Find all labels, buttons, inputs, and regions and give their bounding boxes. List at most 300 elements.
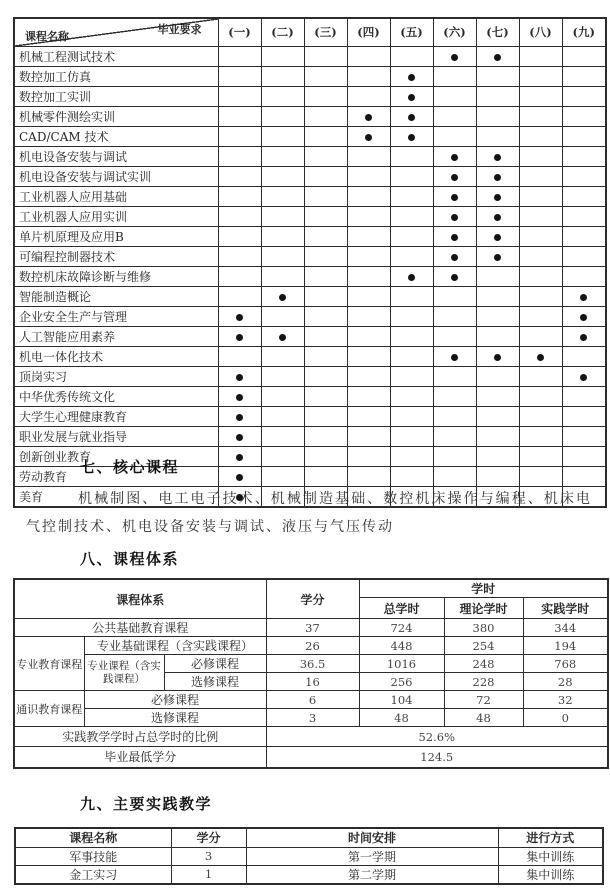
requirement-cell bbox=[304, 246, 347, 266]
requirement-cell bbox=[261, 406, 304, 426]
requirement-cell bbox=[304, 186, 347, 206]
requirement-cell bbox=[218, 386, 261, 406]
t9-header-credits: 学分 bbox=[171, 828, 246, 847]
requirement-cell bbox=[218, 126, 261, 146]
dot-icon bbox=[236, 474, 243, 481]
matrix-course-row bbox=[14, 106, 606, 126]
requirement-cell bbox=[476, 226, 519, 246]
requirement-cell bbox=[261, 286, 304, 306]
t8-general-required-total: 104 bbox=[359, 691, 444, 709]
requirement-cell bbox=[562, 126, 606, 146]
requirement-cell bbox=[261, 146, 304, 166]
requirement-cell bbox=[562, 366, 606, 386]
requirement-cell bbox=[433, 326, 476, 346]
dot-icon bbox=[494, 154, 501, 161]
t8-general-required-theory: 72 bbox=[444, 691, 523, 709]
t8-major-basic-credits: 26 bbox=[266, 637, 359, 655]
t8-public-theory: 380 bbox=[444, 619, 523, 637]
course-name-cell: 中华优秀传统文化 bbox=[14, 386, 218, 406]
matrix-course-row bbox=[14, 266, 606, 286]
dot-icon bbox=[236, 434, 243, 441]
t8-public-credits: 37 bbox=[266, 619, 359, 637]
requirement-cell bbox=[519, 206, 562, 226]
dot-icon bbox=[236, 454, 243, 461]
requirement-cell bbox=[261, 126, 304, 146]
requirement-cell bbox=[519, 106, 562, 126]
requirement-cell bbox=[347, 186, 390, 206]
t8-major-required-credits: 36.5 bbox=[266, 655, 359, 673]
requirement-cell bbox=[218, 266, 261, 286]
matrix-col-1: (一) bbox=[218, 18, 261, 46]
requirement-cell bbox=[562, 346, 606, 366]
course-name-cell: 顶岗实习 bbox=[14, 366, 218, 386]
requirement-cell bbox=[304, 346, 347, 366]
core-courses-paragraph: 机械制图、电工电子技术、机械制造基础、数控机床操作与编程、机床电气控制技术、机电设备安装与调试、液压与气压传动 bbox=[26, 491, 592, 535]
corner-label-graduation-requirements: 毕业要求 bbox=[157, 23, 202, 36]
course-name-cell: 企业安全生产与管理 bbox=[14, 306, 218, 326]
t8-general-required-credits: 6 bbox=[266, 691, 359, 709]
requirement-cell bbox=[476, 326, 519, 346]
matrix-col-3: (三) bbox=[304, 18, 347, 46]
requirement-cell bbox=[218, 46, 261, 66]
requirement-cell bbox=[390, 366, 433, 386]
t8-major-elective-label: 选修课程 bbox=[164, 673, 266, 691]
requirement-cell bbox=[261, 306, 304, 326]
matrix-course-row bbox=[14, 146, 606, 166]
dot-icon bbox=[580, 314, 587, 321]
requirement-cell bbox=[218, 426, 261, 446]
matrix-course-row bbox=[14, 366, 606, 386]
requirement-cell bbox=[261, 466, 304, 486]
requirement-cell bbox=[562, 426, 606, 446]
requirement-cell bbox=[304, 226, 347, 246]
dot-icon bbox=[279, 294, 286, 301]
dot-icon bbox=[408, 274, 415, 281]
requirement-cell bbox=[476, 146, 519, 166]
matrix-course-row bbox=[14, 246, 606, 266]
t8-major-course-label: 专业课程（含实践课程） bbox=[84, 655, 164, 691]
requirement-cell bbox=[476, 366, 519, 386]
t8-major-basic-practice: 194 bbox=[523, 637, 608, 655]
t9-metalwork-method: 集中训练 bbox=[498, 865, 603, 884]
t8-row-practice-ratio bbox=[14, 727, 608, 747]
t8-header-practice-hours: 实践学时 bbox=[523, 598, 608, 619]
requirement-cell bbox=[218, 146, 261, 166]
requirement-cell bbox=[390, 86, 433, 106]
t9-header-method: 进行方式 bbox=[498, 828, 603, 847]
requirement-cell bbox=[218, 306, 261, 326]
dot-icon bbox=[494, 354, 501, 361]
requirement-cell bbox=[562, 106, 606, 126]
requirement-cell bbox=[562, 306, 606, 326]
requirement-cell bbox=[390, 166, 433, 186]
dot-icon bbox=[494, 234, 501, 241]
requirement-cell bbox=[476, 186, 519, 206]
practical-teaching-table bbox=[14, 827, 604, 885]
requirement-cell bbox=[476, 46, 519, 66]
t8-row-general-elective bbox=[14, 709, 608, 727]
matrix-col-5: (五) bbox=[390, 18, 433, 46]
t8-major-elective-practice: 28 bbox=[523, 673, 608, 691]
requirement-cell bbox=[261, 326, 304, 346]
requirement-cell bbox=[218, 446, 261, 466]
dot-icon bbox=[580, 334, 587, 341]
requirement-cell bbox=[218, 406, 261, 426]
requirement-cell bbox=[218, 106, 261, 126]
t9-military-method: 集中训练 bbox=[498, 847, 603, 865]
requirement-cell bbox=[304, 466, 347, 486]
dot-icon bbox=[494, 214, 501, 221]
requirement-cell bbox=[433, 166, 476, 186]
requirement-cell bbox=[347, 366, 390, 386]
requirement-cell bbox=[476, 66, 519, 86]
course-system-table bbox=[13, 578, 609, 769]
dot-icon bbox=[494, 194, 501, 201]
requirement-cell bbox=[304, 86, 347, 106]
requirement-cell bbox=[433, 446, 476, 466]
requirement-cell bbox=[347, 46, 390, 66]
requirement-cell bbox=[433, 406, 476, 426]
requirement-cell bbox=[433, 386, 476, 406]
requirement-cell bbox=[562, 386, 606, 406]
t8-min-credits-label: 毕业最低学分 bbox=[14, 747, 266, 768]
requirement-cell bbox=[562, 286, 606, 306]
t8-major-elective-credits: 16 bbox=[266, 673, 359, 691]
t8-general-elective-label: 选修课程 bbox=[84, 709, 266, 727]
section9-heading: 九、主要实践教学 bbox=[80, 796, 213, 813]
requirement-cell bbox=[218, 166, 261, 186]
requirement-cell bbox=[433, 266, 476, 286]
dot-icon bbox=[451, 194, 458, 201]
course-name-cell: 大学生心理健康教育 bbox=[14, 406, 218, 426]
requirement-cell bbox=[476, 126, 519, 146]
requirement-cell bbox=[519, 226, 562, 246]
corner-label-course-name: 课程名称 bbox=[25, 29, 69, 43]
requirement-cell bbox=[261, 246, 304, 266]
requirement-cell bbox=[304, 146, 347, 166]
t8-header-credits: 学分 bbox=[266, 579, 359, 619]
requirement-cell bbox=[304, 166, 347, 186]
requirement-cell bbox=[261, 366, 304, 386]
course-name-cell: 数控机床故障诊断与维修 bbox=[14, 266, 218, 286]
t8-general-elective-theory: 48 bbox=[444, 709, 523, 727]
t9-row-military bbox=[15, 847, 603, 865]
requirement-cell bbox=[433, 286, 476, 306]
t8-public-total: 724 bbox=[359, 619, 444, 637]
t8-general-elective-practice: 0 bbox=[523, 709, 608, 727]
dot-icon bbox=[365, 134, 372, 141]
dot-icon bbox=[451, 234, 458, 241]
course-name-cell: 人工智能应用素养 bbox=[14, 326, 218, 346]
requirement-cell bbox=[476, 346, 519, 366]
matrix-col-8: (八) bbox=[519, 18, 562, 46]
requirement-cell bbox=[218, 66, 261, 86]
requirement-cell bbox=[519, 326, 562, 346]
requirement-cell bbox=[347, 106, 390, 126]
t8-general-category: 通识教育课程 bbox=[14, 691, 84, 727]
requirement-cell bbox=[562, 146, 606, 166]
requirement-cell bbox=[304, 366, 347, 386]
requirement-cell bbox=[519, 126, 562, 146]
course-name-cell: 智能制造概论 bbox=[14, 286, 218, 306]
requirement-cell bbox=[519, 406, 562, 426]
requirement-cell bbox=[347, 286, 390, 306]
t9-metalwork-credits: 1 bbox=[171, 865, 246, 884]
requirement-cell bbox=[390, 146, 433, 166]
t8-major-required-total: 1016 bbox=[359, 655, 444, 673]
t9-military-schedule: 第一学期 bbox=[246, 847, 498, 865]
dot-icon bbox=[236, 414, 243, 421]
t8-row-major-required bbox=[14, 655, 608, 673]
requirement-cell bbox=[433, 106, 476, 126]
requirement-cell bbox=[390, 346, 433, 366]
dot-icon bbox=[451, 274, 458, 281]
t8-major-required-practice: 768 bbox=[523, 655, 608, 673]
requirement-cell bbox=[347, 86, 390, 106]
t8-major-required-label: 必修课程 bbox=[164, 655, 266, 673]
requirement-cell bbox=[519, 46, 562, 66]
requirement-cell bbox=[433, 66, 476, 86]
requirement-cell bbox=[433, 246, 476, 266]
requirement-cell bbox=[476, 426, 519, 446]
requirement-cell bbox=[261, 86, 304, 106]
requirement-cell bbox=[519, 186, 562, 206]
requirement-cell bbox=[562, 46, 606, 66]
requirement-cell bbox=[433, 86, 476, 106]
dot-icon bbox=[451, 214, 458, 221]
requirement-cell bbox=[347, 346, 390, 366]
requirement-cell bbox=[347, 266, 390, 286]
requirement-cell bbox=[562, 246, 606, 266]
requirement-cell bbox=[261, 386, 304, 406]
requirement-cell bbox=[261, 106, 304, 126]
requirement-cell bbox=[562, 226, 606, 246]
requirement-cell bbox=[304, 386, 347, 406]
course-name-cell: CAD/CAM 技术 bbox=[14, 126, 218, 146]
requirement-cell bbox=[347, 66, 390, 86]
requirement-cell bbox=[433, 426, 476, 446]
requirement-cell bbox=[390, 306, 433, 326]
course-name-cell: 劳动教育 bbox=[14, 466, 218, 486]
requirement-cell bbox=[476, 466, 519, 486]
matrix-course-row bbox=[14, 46, 606, 66]
t8-practice-ratio-value: 52.6% bbox=[266, 727, 608, 747]
t8-row-public-basic bbox=[14, 619, 608, 637]
course-name-cell: 美育 bbox=[14, 486, 218, 507]
matrix-col-6: (六) bbox=[433, 18, 476, 46]
requirement-cell bbox=[519, 166, 562, 186]
requirement-cell bbox=[218, 186, 261, 206]
dot-icon bbox=[537, 354, 544, 361]
t8-major-basic-total: 448 bbox=[359, 637, 444, 655]
requirement-cell bbox=[433, 306, 476, 326]
requirement-cell bbox=[304, 46, 347, 66]
requirement-cell bbox=[347, 446, 390, 466]
requirement-cell bbox=[304, 286, 347, 306]
t8-header-total-hours: 总学时 bbox=[359, 598, 444, 619]
dot-icon bbox=[236, 374, 243, 381]
t8-practice-ratio-label: 实践教学学时占总学时的比例 bbox=[14, 727, 266, 747]
matrix-course-row bbox=[14, 126, 606, 146]
requirement-cell bbox=[218, 366, 261, 386]
requirement-cell bbox=[476, 446, 519, 466]
requirement-cell bbox=[261, 186, 304, 206]
requirement-cell bbox=[218, 206, 261, 226]
matrix-course-row bbox=[14, 226, 606, 246]
requirement-cell bbox=[433, 466, 476, 486]
requirement-cell bbox=[261, 446, 304, 466]
requirement-cell bbox=[304, 446, 347, 466]
t8-public-practice: 344 bbox=[523, 619, 608, 637]
requirement-cell bbox=[562, 186, 606, 206]
t8-header-hours: 学时 bbox=[359, 579, 608, 598]
requirement-cell bbox=[390, 246, 433, 266]
t8-general-elective-credits: 3 bbox=[266, 709, 359, 727]
dot-icon bbox=[408, 114, 415, 121]
requirement-cell bbox=[218, 466, 261, 486]
course-requirement-matrix-table bbox=[13, 17, 607, 508]
requirement-cell bbox=[218, 286, 261, 306]
requirement-cell bbox=[304, 426, 347, 446]
requirement-cell bbox=[476, 106, 519, 126]
matrix-col-2: (二) bbox=[261, 18, 304, 46]
dot-icon bbox=[494, 254, 501, 261]
matrix-course-row bbox=[14, 426, 606, 446]
requirement-cell bbox=[519, 146, 562, 166]
t8-public-label: 公共基础教育课程 bbox=[14, 619, 266, 637]
requirement-cell bbox=[261, 426, 304, 446]
t9-row-metalwork bbox=[15, 865, 603, 884]
course-name-cell: 职业发展与就业指导 bbox=[14, 426, 218, 446]
dot-icon bbox=[451, 54, 458, 61]
dot-icon bbox=[451, 154, 458, 161]
requirement-cell bbox=[433, 206, 476, 226]
t8-header-system: 课程体系 bbox=[14, 579, 266, 619]
requirement-cell bbox=[390, 126, 433, 146]
t8-header-theory-hours: 理论学时 bbox=[444, 598, 523, 619]
requirement-cell bbox=[347, 146, 390, 166]
t8-row-major-basic bbox=[14, 637, 608, 655]
requirement-cell bbox=[562, 446, 606, 466]
t8-general-required-practice: 32 bbox=[523, 691, 608, 709]
requirement-cell bbox=[304, 326, 347, 346]
requirement-cell bbox=[390, 106, 433, 126]
requirement-cell bbox=[519, 86, 562, 106]
requirement-cell bbox=[476, 246, 519, 266]
requirement-cell bbox=[261, 66, 304, 86]
requirement-cell bbox=[476, 86, 519, 106]
requirement-cell bbox=[562, 406, 606, 426]
requirement-cell bbox=[304, 126, 347, 146]
matrix-course-row bbox=[14, 286, 606, 306]
requirement-cell bbox=[433, 186, 476, 206]
matrix-course-row bbox=[14, 326, 606, 346]
course-name-cell: 数控加工实训 bbox=[14, 86, 218, 106]
section8-heading: 八、课程体系 bbox=[80, 551, 180, 568]
requirement-cell bbox=[390, 66, 433, 86]
course-name-cell: 工业机器人应用基础 bbox=[14, 186, 218, 206]
matrix-course-row bbox=[14, 386, 606, 406]
requirement-cell bbox=[261, 166, 304, 186]
requirement-cell bbox=[476, 306, 519, 326]
requirement-cell bbox=[519, 346, 562, 366]
t8-min-credits-value: 124.5 bbox=[266, 747, 608, 768]
requirement-cell bbox=[476, 166, 519, 186]
dot-icon bbox=[236, 394, 243, 401]
requirement-cell bbox=[519, 246, 562, 266]
requirement-cell bbox=[261, 46, 304, 66]
requirement-cell bbox=[261, 346, 304, 366]
t8-major-elective-total: 256 bbox=[359, 673, 444, 691]
requirement-cell bbox=[562, 86, 606, 106]
requirement-cell bbox=[347, 386, 390, 406]
requirement-cell bbox=[476, 206, 519, 226]
requirement-cell bbox=[433, 226, 476, 246]
requirement-cell bbox=[261, 226, 304, 246]
requirement-cell bbox=[261, 266, 304, 286]
requirement-cell bbox=[562, 466, 606, 486]
requirement-cell bbox=[562, 326, 606, 346]
dot-icon bbox=[580, 294, 587, 301]
matrix-header-row bbox=[14, 18, 606, 46]
requirement-cell bbox=[519, 66, 562, 86]
requirement-cell bbox=[390, 186, 433, 206]
dot-icon bbox=[451, 354, 458, 361]
requirement-cell bbox=[304, 106, 347, 126]
requirement-cell bbox=[519, 366, 562, 386]
dot-icon bbox=[408, 74, 415, 81]
dot-icon bbox=[451, 254, 458, 261]
requirement-cell bbox=[347, 246, 390, 266]
t8-major-elective-theory: 228 bbox=[444, 673, 523, 691]
t8-general-elective-total: 48 bbox=[359, 709, 444, 727]
t8-row-min-credits bbox=[14, 747, 608, 768]
t9-metalwork-schedule: 第二学期 bbox=[246, 865, 498, 884]
requirement-cell bbox=[519, 446, 562, 466]
requirement-cell bbox=[433, 126, 476, 146]
matrix-corner-cell bbox=[14, 18, 218, 46]
course-name-cell: 机电设备安装与调试实训 bbox=[14, 166, 218, 186]
requirement-cell bbox=[304, 206, 347, 226]
requirement-cell bbox=[304, 306, 347, 326]
t9-military-name: 军事技能 bbox=[15, 847, 171, 865]
section7-heading: 七、核心课程 bbox=[80, 459, 180, 476]
t9-header-course-name: 课程名称 bbox=[15, 828, 171, 847]
course-name-cell: 单片机原理及应用B bbox=[14, 226, 218, 246]
dot-icon bbox=[451, 174, 458, 181]
course-name-cell: 数控加工仿真 bbox=[14, 66, 218, 86]
matrix-course-row bbox=[14, 66, 606, 86]
requirement-cell bbox=[347, 226, 390, 246]
matrix-course-row bbox=[14, 406, 606, 426]
matrix-col-7: (七) bbox=[476, 18, 519, 46]
dot-icon bbox=[494, 54, 501, 61]
dot-icon bbox=[365, 114, 372, 121]
requirement-cell bbox=[476, 286, 519, 306]
requirement-cell bbox=[519, 306, 562, 326]
matrix-course-row bbox=[14, 86, 606, 106]
requirement-cell bbox=[347, 326, 390, 346]
requirement-cell bbox=[433, 146, 476, 166]
requirement-cell bbox=[304, 406, 347, 426]
t8-major-required-theory: 248 bbox=[444, 655, 523, 673]
requirement-cell bbox=[519, 426, 562, 446]
course-name-cell: 创新创业教育 bbox=[14, 446, 218, 466]
matrix-course-row bbox=[14, 186, 606, 206]
matrix-course-row bbox=[14, 166, 606, 186]
requirement-cell bbox=[390, 406, 433, 426]
requirement-cell bbox=[433, 46, 476, 66]
